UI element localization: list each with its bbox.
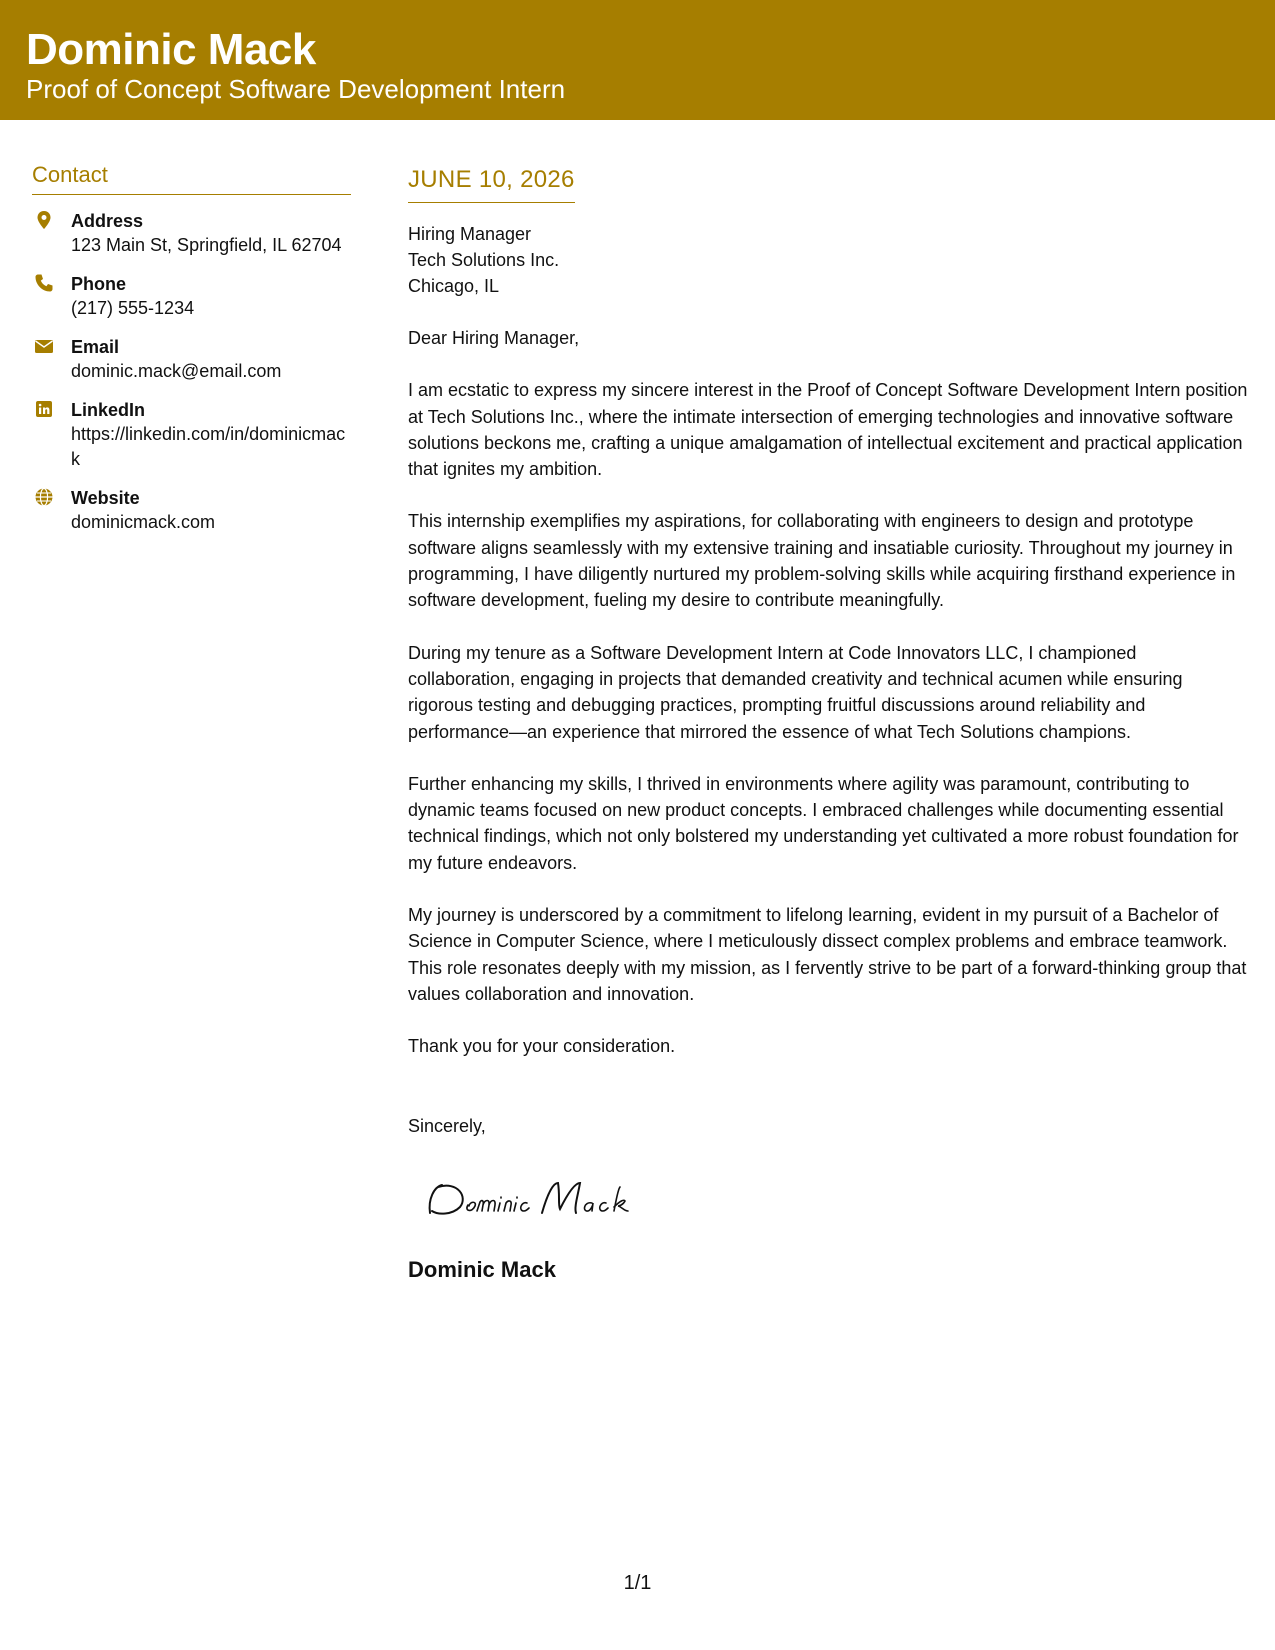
contact-email — [32, 335, 351, 384]
letter-date: JUNE 10, 2026 — [408, 164, 575, 203]
salutation: Dear Hiring Manager, — [408, 328, 580, 348]
contact-website-label: Website — [71, 488, 140, 508]
contact-phone-value: (217) 555-1234 — [71, 298, 195, 318]
contact-linkedin-value[interactable]: https://linkedin.com/in/dominicmack — [71, 424, 346, 469]
globe-icon — [34, 487, 54, 507]
body-paragraph: This internship exemplifies my aspirations, for collaborating with engineers to design and prototype software aligns seamlessly with my extensive training and insatiable curiosity. Throughout my journey in programming, I have diligently nurtured my problem-solving skills while acquiring firsthand experience in software development, fueling my desire to contribute meaningfully. — [408, 511, 1236, 611]
contact-phone-label: Phone — [71, 274, 127, 294]
contact-website — [32, 486, 351, 535]
contact-address-value: 123 Main St, Springfield, IL 62704 — [71, 235, 342, 255]
contact-website-value[interactable]: dominicmack.com — [71, 512, 216, 532]
contact-email-value[interactable]: dominic.mack@email.com — [71, 361, 282, 381]
header-banner — [0, 0, 1275, 120]
body-paragraph: Further enhancing my skills, I thrived in environments where agility was paramount, contributing to dynamic teams focused on new product concepts. I embraced challenges while documenting essential technical findings, which not only bolstered my understanding yet cultivated a more robust foundation for my future endeavors. — [408, 773, 1239, 873]
envelope-icon — [34, 336, 54, 356]
map-pin-icon — [34, 210, 54, 230]
body-paragraph: My journey is underscored by a commitment to lifelong learning, evident in my pursuit of a Bachelor of Science in Computer Science, where I meticulously dissect complex problems and embrace teamwork. This role resonates deeply with my mission, as I fervently strive to be part of a forward-thinking group that values collaboration and innovation. — [408, 905, 1247, 1004]
contact-section-title: Contact — [32, 160, 351, 195]
handwritten-signature — [424, 1175, 664, 1223]
signer-name: Dominic Mack — [408, 1257, 556, 1283]
recipient-line: Hiring Manager — [408, 224, 532, 244]
body-paragraph: I am ecstatic to express my sincere interest in the Proof of Concept Software Development Intern position at Tech Solutions Inc., where the intimate intersection of emerging technologies and innovative software solutions beckons me, crafting a unique amalgamation of intellectual excitement and practical application that ignites my ambition. — [408, 380, 1248, 480]
job-title: Proof of Concept Software Development Intern — [26, 74, 566, 104]
recipient-block — [408, 221, 1248, 299]
contact-address — [32, 209, 351, 258]
closing-line: Sincerely, — [408, 1115, 486, 1136]
recipient-line: Chicago, IL — [408, 276, 500, 296]
letter-body — [408, 164, 1248, 1284]
page-number: 1/1 — [623, 1572, 652, 1594]
body-paragraph: During my tenure as a Software Development Intern at Code Innovators LLC, I championed collaboration, engaging in projects that demanded creativity and technical acumen while ensuring rigorous testing and debugging practices, prompting fruitful discussions around reliability and performance—an experience that mirrored the essence of what Tech Solutions champions. — [408, 642, 1183, 742]
applicant-name: Dominic Mack — [26, 25, 316, 74]
recipient-line: Tech Solutions Inc. — [408, 250, 560, 270]
thank-you-line: Thank you for your consideration. — [408, 1036, 676, 1057]
contact-linkedin-label: LinkedIn — [71, 400, 146, 420]
contact-linkedin — [32, 398, 351, 472]
linkedin-icon — [34, 399, 54, 419]
contact-phone — [32, 272, 351, 321]
contact-address-label: Address — [71, 211, 144, 231]
contact-email-label: Email — [71, 337, 120, 357]
phone-icon — [34, 273, 54, 293]
contact-sidebar — [32, 160, 351, 549]
